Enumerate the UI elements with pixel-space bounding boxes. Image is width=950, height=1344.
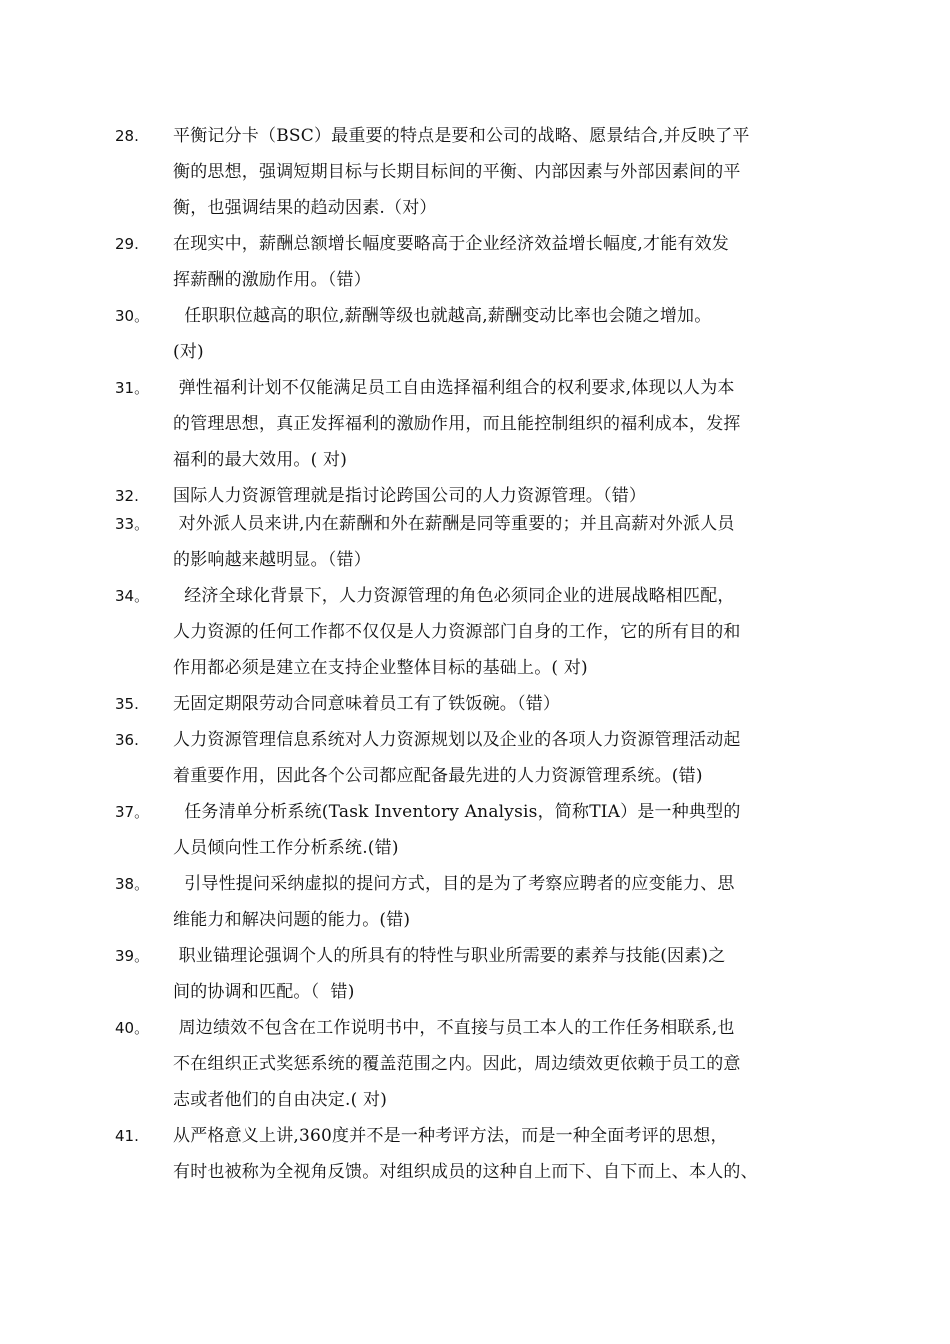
question-text-line: 维能力和解决问题的能力。(错) [173, 910, 411, 930]
question-number: 32. [115, 487, 139, 505]
question-number: 34。 [115, 587, 150, 605]
question-number: 35. [115, 695, 139, 713]
question-number: 30。 [115, 307, 150, 325]
question-text-line: 间的协调和匹配。（ 错) [173, 982, 355, 1002]
question-text-line: (对) [173, 342, 204, 362]
question-text-line: 志或者他们的自由决定.( 对) [173, 1090, 388, 1110]
question-text-line: 从严格意义上讲,360度并不是一种考评方法，而是一种全面考评的思想， [173, 1126, 728, 1146]
question-number: 37。 [115, 803, 150, 821]
question-text-line: 任务清单分析系统(Task Inventory Analysis，简称TIA）是一种典型的 [173, 802, 741, 822]
question-text-line: 在现实中，薪酬总额增长幅度要略高于企业经济效益增长幅度,才能有效发 [173, 234, 730, 254]
question-number: 33。 [115, 515, 150, 533]
question-number: 31。 [115, 379, 150, 397]
question-number: 39。 [115, 947, 150, 965]
question-text-line: 着重要作用，因此各个公司都应配备最先进的人力资源管理系统。(错) [173, 766, 703, 786]
question-text-line: 任职职位越高的职位,薪酬等级也就越高,薪酬变动比率也会随之增加。 [173, 306, 712, 326]
question-text-line: 作用都必须是建立在支持企业整体目标的基础上。( 对) [173, 658, 588, 678]
question-text-line: 的影响越来越明显。（错） [173, 550, 371, 570]
question-text-line: 挥薪酬的激励作用。（错） [173, 270, 371, 290]
question-text-line: 衡，也强调结果的趋动因素.（对） [173, 198, 437, 218]
question-text-line: 不在组织正式奖惩系统的覆盖范围之内。因此，周边绩效更依赖于员工的意 [173, 1054, 741, 1074]
question-number: 41. [115, 1127, 139, 1145]
question-number: 40。 [115, 1019, 150, 1037]
question-number: 38。 [115, 875, 150, 893]
question-number: 28. [115, 127, 139, 145]
question-text-line: 衡的思想，强调短期目标与长期目标间的平衡、内部因素与外部因素间的平 [173, 162, 741, 182]
question-text-line: 人力资源管理信息系统对人力资源规划以及企业的各项人力资源管理活动起 [173, 730, 741, 750]
question-text-line: 人力资源的任何工作都不仅仅是人力资源部门自身的工作，它的所有目的和 [173, 622, 741, 642]
question-text-line: 国际人力资源管理就是指讨论跨国公司的人力资源管理。（错） [173, 486, 647, 506]
question-text-line: 有时也被称为全视角反馈。对组织成员的这种自上而下、自下而上、本人的、 [173, 1162, 758, 1182]
question-text-line: 引导性提问采纳虚拟的提问方式，目的是为了考察应聘者的应变能力、思 [173, 874, 735, 894]
question-number: 29. [115, 235, 139, 253]
question-text-line: 弹性福利计划不仅能满足员工自由选择福利组合的权利要求,体现以人为本 [173, 378, 735, 398]
question-text-line: 经济全球化背景下，人力资源管理的角色必须同企业的进展战略相匹配， [173, 586, 735, 606]
question-text-line: 福利的最大效用。( 对) [173, 450, 348, 470]
question-number: 36. [115, 731, 139, 749]
question-text-line: 对外派人员来讲,内在薪酬和外在薪酬是同等重要的；并且高薪对外派人员 [173, 514, 735, 534]
question-text-line: 的管理思想，真正发挥福利的激励作用，而且能控制组织的福利成本，发挥 [173, 414, 741, 434]
question-text-line: 周边绩效不包含在工作说明书中，不直接与员工本人的工作任务相联系,也 [173, 1018, 735, 1038]
question-text-line: 平衡记分卡（BSC）最重要的特点是要和公司的战略、愿景结合,并反映了平 [173, 126, 750, 146]
question-text-line: 职业锚理论强调个人的所具有的特性与职业所需要的素养与技能(因素)之 [173, 946, 726, 966]
question-text-line: 人员倾向性工作分析系统.(错) [173, 838, 399, 858]
question-text-line: 无固定期限劳动合同意味着员工有了铁饭碗。（错） [173, 694, 561, 714]
